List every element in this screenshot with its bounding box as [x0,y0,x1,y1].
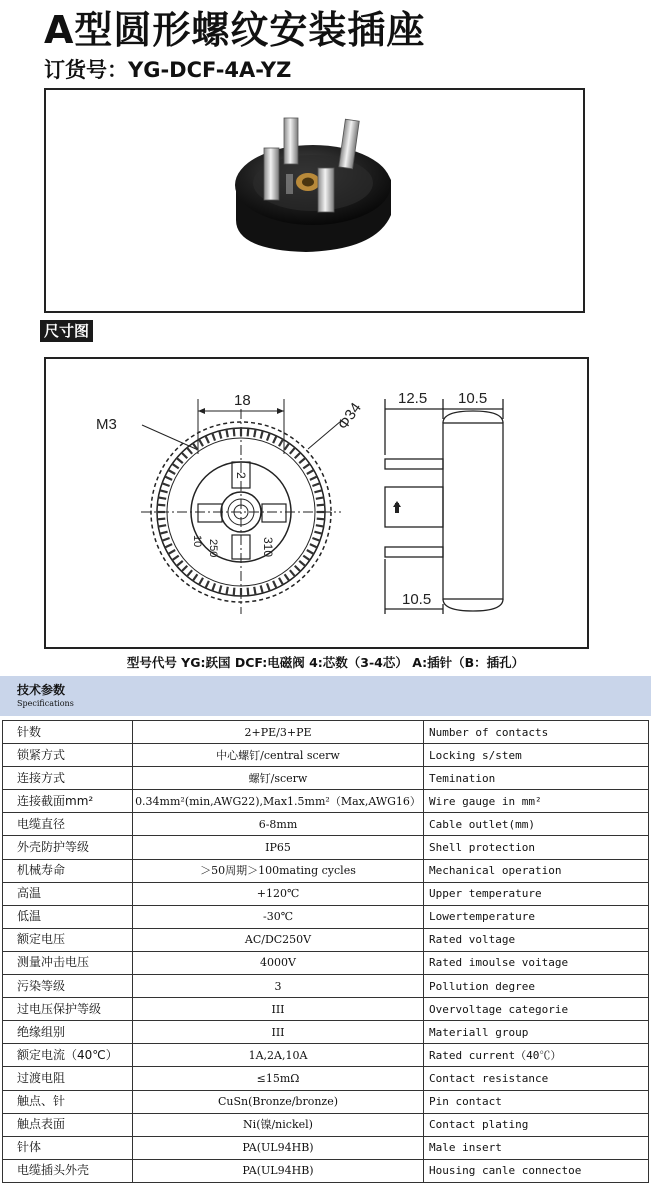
spec-value: 中心螺钉/central scerw [133,744,424,767]
knurl-tooth [162,538,170,541]
spec-row [3,975,649,998]
knurl-tooth [165,544,172,547]
spec-name-zh: 绝缘组别 [3,1021,133,1044]
spec-name-en: Wire gauge in mm² [424,790,649,813]
knurl-tooth [312,538,320,541]
knurl-tooth [299,561,305,566]
spec-value: 螺钉/scerw [133,767,424,790]
section-label-dimensions: 尺寸图 [40,320,93,342]
knurl-tooth [312,483,320,486]
spec-value: 6-8mm [133,813,424,836]
knurl-tooth [248,588,249,596]
spec-name-zh: 锁紧方式 [3,744,133,767]
knurl-tooth [317,505,325,506]
knurl-tooth [285,574,290,581]
spec-name-zh: 额定电压 [3,928,133,951]
spec-name-en: Housing canle connectoe [424,1159,649,1182]
spec-value: 3 [133,975,424,998]
knurl-tooth [187,570,192,576]
product-photo-frame [44,88,585,313]
knurl-tooth [206,581,209,588]
spec-name-en: Overvoltage categorie [424,998,649,1021]
knurl-tooth [226,587,227,595]
spec-name-zh: 连接截面mm² [3,790,133,813]
spec-row [3,882,649,905]
knurl-tooth [193,574,198,581]
spec-row [3,813,649,836]
spec-value: III [133,998,424,1021]
knurl-tooth [307,550,314,554]
knurl-tooth [261,431,263,439]
knurl-tooth [316,497,324,498]
spec-row [3,1113,649,1136]
spec-name-zh: 连接方式 [3,767,133,790]
knurl-tooth [157,505,165,506]
dim-phi34: Φ34 [334,399,365,433]
spec-name-zh: 外壳防护等级 [3,836,133,859]
knurl-tooth [299,458,305,463]
knurl-tooth [172,464,179,469]
page-title: A型圆形螺纹安装插座 [44,8,426,52]
spec-name-zh: 机械寿命 [3,859,133,882]
knurl-tooth [290,570,295,576]
knurl-tooth [158,525,166,526]
spec-value: 1A,2A,10A [133,1044,424,1067]
spec-value: 0.34mm²(min,AWG22),Max1.5mm²（Max,AWG16） [133,790,424,813]
spec-value: ≤15mΩ [133,1067,424,1090]
spec-row [3,1090,649,1113]
spec-name-en: Mechanical operation [424,859,649,882]
knurl-tooth [254,429,255,437]
knurl-tooth [177,561,183,566]
spec-value: III [133,1021,424,1044]
dim-10-5-bottom: 10.5 [402,591,432,608]
spec-value: PA(UL94HB) [133,1159,424,1182]
pin-label-310: 310 [261,537,275,558]
knurl-tooth [219,585,221,593]
dimension-drawing-frame [44,357,589,649]
spec-name-en: Shell protection [424,836,649,859]
knurl-tooth [162,483,170,486]
spec-name-zh: 高温 [3,882,133,905]
spec-title-zh: 技术参数 [17,683,66,697]
order-number: 订货号：YG-DCF-4A-YZ [44,58,292,82]
spec-row [3,721,649,744]
knurl-tooth [182,566,188,572]
knurl-tooth [254,587,255,595]
spec-row [3,767,649,790]
knurl-tooth [279,578,283,585]
knurl-tooth [285,443,290,450]
dim-18: 18 [234,392,251,409]
knurl-tooth [199,578,203,585]
knurl-tooth [160,490,168,492]
spec-name-zh: 触点、针 [3,1090,133,1113]
knurl-tooth [310,477,317,480]
spec-name-zh: 电缆直径 [3,813,133,836]
spec-name-en: Rated voltage [424,928,649,951]
knurl-tooth [206,436,209,443]
knurl-tooth [273,581,276,588]
knurl-tooth [168,470,175,474]
spec-row [3,1159,649,1182]
knurl-tooth [172,556,179,561]
spec-value: +120℃ [133,882,424,905]
pin-label-250: 250 [207,539,219,558]
knurl-tooth [168,550,175,554]
knurl-tooth [295,566,301,572]
knurl-tooth [234,588,235,596]
spec-row [3,1021,649,1044]
spec-name-en: Rated imoulse voitage [424,951,649,974]
knurl-tooth [212,433,215,441]
spec-row [3,1044,649,1067]
model-code-caption: 型号代号 YG:跃国 DCF:电磁阀 4:芯数（3-4芯） A:插针（B：插孔） [126,655,525,670]
knurl-tooth [310,544,317,547]
spec-value: IP65 [133,836,424,859]
pin-label-10: 10 [191,535,203,548]
spec-value: -30℃ [133,905,424,928]
spec-name-en: Lowertemperature [424,905,649,928]
spec-name-en: Cable outlet(mm) [424,813,649,836]
knurl-tooth [165,477,172,480]
knurl-tooth [290,448,295,454]
knurl-tooth [273,436,276,443]
knurl-tooth [307,470,314,474]
knurl-tooth [199,439,203,446]
knurl-tooth [317,519,325,520]
spec-row [3,790,649,813]
spec-name-zh: 测量冲击电压 [3,951,133,974]
spec-row [3,951,649,974]
knurl-tooth [248,428,249,436]
product-photo [46,90,583,311]
knurl-tooth [295,453,301,459]
spec-value: 2+PE/3+PE [133,721,424,744]
knurl-tooth [303,464,310,469]
spec-name-zh: 低温 [3,905,133,928]
spec-row [3,859,649,882]
pin-label-2: 2 [234,472,248,479]
knurl-tooth [314,532,322,534]
spec-name-en: Number of contacts [424,721,649,744]
spec-row [3,905,649,928]
spec-value: ＞50周期＞100mating cycles [133,859,424,882]
spec-value: AC/DC250V [133,928,424,951]
spec-value: PA(UL94HB) [133,1136,424,1159]
spec-section-header [0,676,651,716]
label-m3: M3 [96,416,117,433]
knurl-tooth [158,497,166,498]
spec-name-zh: 过渡电阻 [3,1067,133,1090]
spec-title-en: Specifications [17,699,74,708]
spec-name-en: Rated current（40℃） [424,1044,649,1067]
knurl-tooth [182,453,188,459]
spec-name-en: Temination [424,767,649,790]
knurl-tooth [316,525,324,526]
dimension-drawing [46,359,587,647]
dim-12-5: 12.5 [398,390,428,407]
spec-name-zh: 污染等级 [3,975,133,998]
spec-value: 4000V [133,951,424,974]
knurl-tooth [212,583,215,591]
knurl-tooth [177,458,183,463]
spec-name-zh: 过电压保护等级 [3,998,133,1021]
spec-value: Ni(镍/nickel) [133,1113,424,1136]
spec-value: CuSn(Bronze/bronze) [133,1090,424,1113]
spec-name-en: Contact plating [424,1113,649,1136]
knurl-tooth [157,519,165,520]
spec-name-en: Locking s/stem [424,744,649,767]
spec-name-zh: 触点表面 [3,1113,133,1136]
knurl-tooth [160,532,168,534]
knurl-tooth [267,583,270,591]
knurl-tooth [279,439,283,446]
spec-name-en: Contact resistance [424,1067,649,1090]
spec-row [3,836,649,859]
spec-name-en: Upper temperature [424,882,649,905]
spec-name-zh: 额定电流（40℃） [3,1044,133,1067]
spec-name-zh: 电缆插头外壳 [3,1159,133,1182]
knurl-tooth [267,433,270,441]
spec-row [3,998,649,1021]
spec-name-en: Male insert [424,1136,649,1159]
spec-row [3,1136,649,1159]
spec-row [3,744,649,767]
spec-name-en: Pollution degree [424,975,649,998]
spec-row [3,1067,649,1090]
knurl-tooth [261,585,263,593]
knurl-tooth [219,431,221,439]
spec-name-zh: 针体 [3,1136,133,1159]
dim-10-5-top: 10.5 [458,390,488,407]
spec-row [3,928,649,951]
spec-name-en: Pin contact [424,1090,649,1113]
spec-table [2,720,649,1183]
knurl-tooth [234,428,235,436]
knurl-tooth [226,429,227,437]
knurl-tooth [187,448,192,454]
spec-name-en: Materiall group [424,1021,649,1044]
spec-name-zh: 针数 [3,721,133,744]
knurl-tooth [303,556,310,561]
knurl-tooth [314,490,322,492]
